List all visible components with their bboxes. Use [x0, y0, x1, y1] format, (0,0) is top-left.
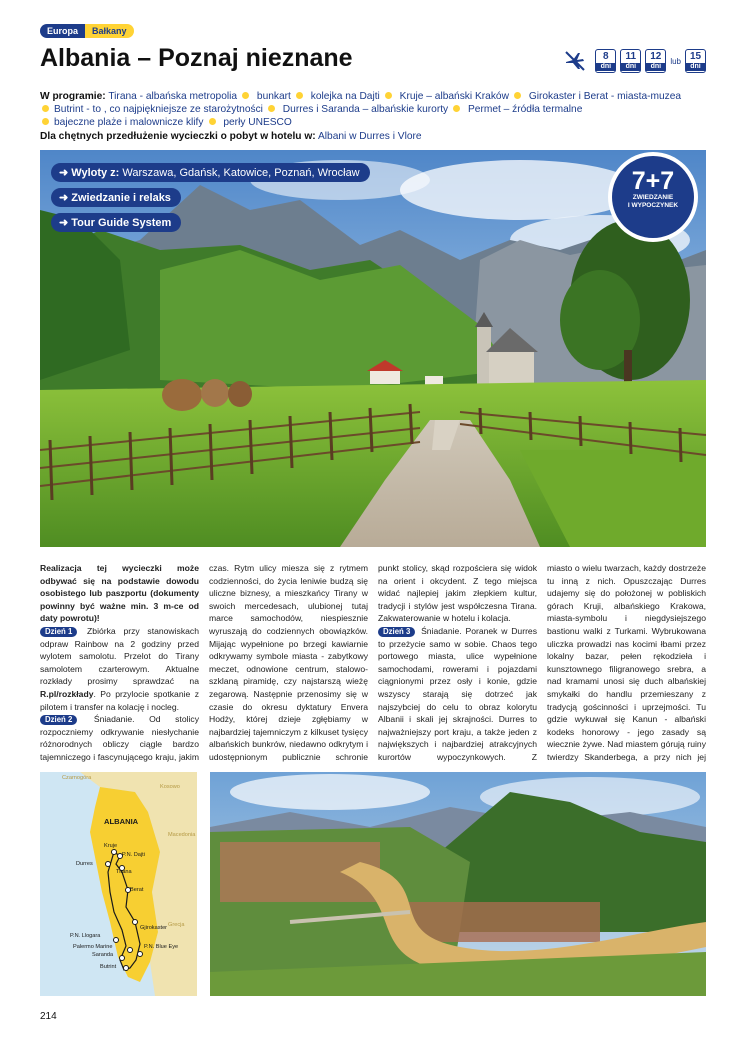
bullet-dot-icon [385, 92, 392, 99]
page-title [40, 44, 353, 73]
day-2-tag: Dzień 2 [40, 715, 77, 725]
map-place-label: Butrint [100, 964, 117, 970]
program-item: Permet – źródła termalne [467, 104, 583, 116]
river-town-photo [210, 772, 706, 996]
region-tags [40, 24, 134, 38]
map-neighbour-label: Grecja [168, 922, 185, 928]
page-number: 214 [40, 1011, 57, 1022]
extension-label: Dla chętnych przedłużenie wycieczki o pobyt w hotelu w: [40, 130, 316, 142]
map-place-label: Tirana [116, 869, 132, 875]
bullet-dot-icon [42, 105, 49, 112]
day-3-text: Śniadanie. Poranek w Durres to przeżycie samo w sobie. Chaos tego portowego miasta, ulice wypełnione samochodami, rowerami i pojazdami ciągnionymi przez osły i konie, gdzie wszyscy starają się dotrzeć jak najszybciej do celu to obraz kolorytu Albanii i skali jej skrajności. Durres to najważniejszy port kraju, a także jeden z największych i najbardziej atrakcyjnych kurortów wypoczynkowych. Z [378, 625, 537, 762]
map-neighbour-label: Kosowo [160, 784, 180, 790]
program-item: bajeczne plaże i malownicze klify [54, 117, 204, 129]
badge-line2: I WYPOCZYNEK [627, 202, 679, 209]
map-place-label: P.N. Dajti [122, 852, 145, 858]
duration-8-days[interactable] [595, 49, 616, 73]
text-column-3 [378, 562, 537, 762]
albania-map-shape [40, 772, 197, 996]
duration-15-days[interactable] [685, 49, 706, 73]
bullet-dot-icon [296, 92, 303, 99]
day-2-continued: czas. Rytm ulicy miesza się z rytmem codzienności, do życia leniwie budzą się uliczne biznesy, a mieszkańcy Tirany w swoich mercedesach, ulubionej tutaj marce samochodów, niespiesznie wyruszają do codziennych obowiązków. Mijając wypełnione po brzegi kawiarnie odkrywamy symbole miasta - zabytkowy meczet, odnowione centrum, stalowo-szklaną piramidę, czy najstarszą wieżę zegarową. Następnie przenosimy się w czasie do okresu dyktatury Envera Hodży, której dzieje zgłębiamy w najbardziej tajemniczym z kilkuset tysięcy albańskich bunkrów, niedawno odkrytym i udostępnionym publicznie schronie [209, 563, 368, 762]
bullet-dot-icon [268, 105, 275, 112]
duration-11-days[interactable] [620, 49, 641, 73]
duration-unit: dni [646, 63, 665, 71]
map-place-label: Berat [130, 887, 144, 893]
day-1-text-end: . Po przylocie spotkanie z pilotem i transfer na kolację i nocleg. [40, 688, 199, 712]
duration-unit: dni [621, 63, 640, 71]
bullet-dot-icon [209, 118, 216, 125]
duration-num: 8 [603, 51, 609, 62]
sightseeing-pill: ➜ Zwiedzanie i relaks [51, 188, 181, 207]
day-2-end: punkt stolicy, skąd rozpościera się widok na orient i okcydent. Z tego miejsca widać najlepiej jakim złepkiem kultur, tradycji i stylów jest współczesna Tirana. Zakwaterowanie w hotelu i kolacja. [378, 563, 537, 624]
program-list [40, 90, 720, 143]
departures-cities: Warszawa, Gdańsk, Katowice, Poznań, Wrocław [122, 167, 360, 179]
title-subtitle: – Poznaj nieznane [137, 44, 353, 72]
program-item: Kruje – albański Kraków [399, 91, 509, 102]
map-neighbour-label: Czarnogóra [62, 775, 92, 781]
route-map [40, 772, 197, 996]
program-item: kolejka na Dajti [310, 91, 380, 102]
program-item: Girokaster i Berat - miasta-muzea [528, 91, 682, 102]
program-item: perły UNESCO [223, 117, 292, 129]
map-place-label: P.N. Blue Eye [144, 944, 179, 950]
badge-number: 7+7 [631, 167, 675, 195]
day-3-continued: miasto o wielu twarzach, każdy dostrzeże tu inną z nich. Opuszczając Durres udajemy się do położonej w pobliskich górach Kruji, albańskiego Krakowa, miasta-symbolu i niegdysiejszego bastionu walki z Turkami. Wybrukowana uliczka prowadzi nas kocimi łbami przez lokalny bazar, pełen rękodzieła i kunsztownego filigranowego srebra, a nad kramami unosi się duch albańskiej smykałki do handlu przemieszany z tradycją gościnności i uprzejmości. Tu gdzie wykuwał się Kanun - albański kodeks honorowy - jego zasady są wiecznie żywe. Nad miastem górują ruiny twierdzy Skanderbega, a przy nich jej [547, 563, 706, 762]
text-column-2 [209, 562, 368, 762]
title-country: Albania [40, 44, 131, 72]
plane-crossed-icon [563, 49, 587, 73]
trip-durations [563, 49, 706, 73]
map-place-label: P.N. Llogara [70, 933, 101, 939]
departures-label: ➜ Wyloty z: [59, 167, 120, 179]
valley-landscape-image [40, 150, 706, 547]
program-item: Butrint - to , co najpiękniejsze ze starożytności [54, 104, 263, 116]
departures-pill [51, 163, 370, 182]
tour-guide-pill: ➜ Tour Guide System [51, 213, 181, 232]
duration-num: 15 [689, 51, 702, 62]
subregion-tag[interactable]: Bałkany [85, 24, 134, 38]
badge-line1: ZWIEDZANIE [632, 194, 674, 201]
berat-town-image [210, 772, 706, 996]
or-label: lub [670, 56, 681, 66]
day-1-tag: Dzień 1 [40, 627, 77, 637]
duration-unit: dni [686, 63, 705, 71]
bullet-dot-icon [242, 92, 249, 99]
map-country-label: ALBANIA [104, 817, 139, 826]
text-column-4 [547, 562, 706, 762]
map-place-label: Palermo Marine [73, 944, 113, 950]
map-place-label: Gjirokaster [140, 925, 168, 931]
bullet-dot-icon [514, 92, 521, 99]
region-tag[interactable]: Europa [40, 24, 85, 38]
program-item: Durres i Saranda – albańskie kurorty [282, 104, 449, 116]
extension-value[interactable]: Albani w Durres i Vlore [317, 130, 422, 142]
document-notice: Realizacja tej wycieczki może odbywać się na podstawie dowodu osobistego lub paszportu (dokumenty powinny być ważne min. 3 m-ce od daty powrotu)! [40, 563, 199, 624]
map-place-label: Durres [76, 861, 93, 867]
duration-12-days[interactable] [645, 49, 666, 73]
program-item: Tirana - albańska metropolia [108, 91, 238, 102]
map-neighbour-label: Macedonia [168, 832, 196, 838]
program-item: bunkart [256, 91, 291, 102]
day-3-tag: Dzień 3 [378, 627, 415, 637]
day-2-text: Śniadanie. Od stolicy rozpoczniemy odkrywanie niesłychanie różnorodnych obliczy ciągle bardzo tajemniczego i fascynującego kraju, jakim [40, 714, 199, 762]
program-label: W programie: [40, 91, 106, 102]
itinerary-text [40, 562, 706, 762]
bullet-dot-icon [453, 105, 460, 112]
duration-unit: dni [596, 63, 615, 71]
map-place-label: Saranda [92, 952, 114, 958]
bullet-dot-icon [42, 118, 49, 125]
map-place-label: Kruje [104, 843, 118, 849]
duration-num: 12 [650, 51, 662, 62]
hero-image [40, 150, 706, 547]
sightseeing-relax-badge [608, 152, 698, 242]
text-column-1 [40, 562, 199, 762]
day-1-text: Zbiórka przy stanowiskach odpraw Rainbow na 2 godziny przed wylotem samolotu. Przelot do Tirany samolotem czarterowym. Aktualne rozkłady prosimy sprawdzać na [40, 625, 199, 687]
duration-num: 11 [625, 51, 637, 62]
schedule-link[interactable]: R.pl/rozkłady [40, 688, 94, 699]
